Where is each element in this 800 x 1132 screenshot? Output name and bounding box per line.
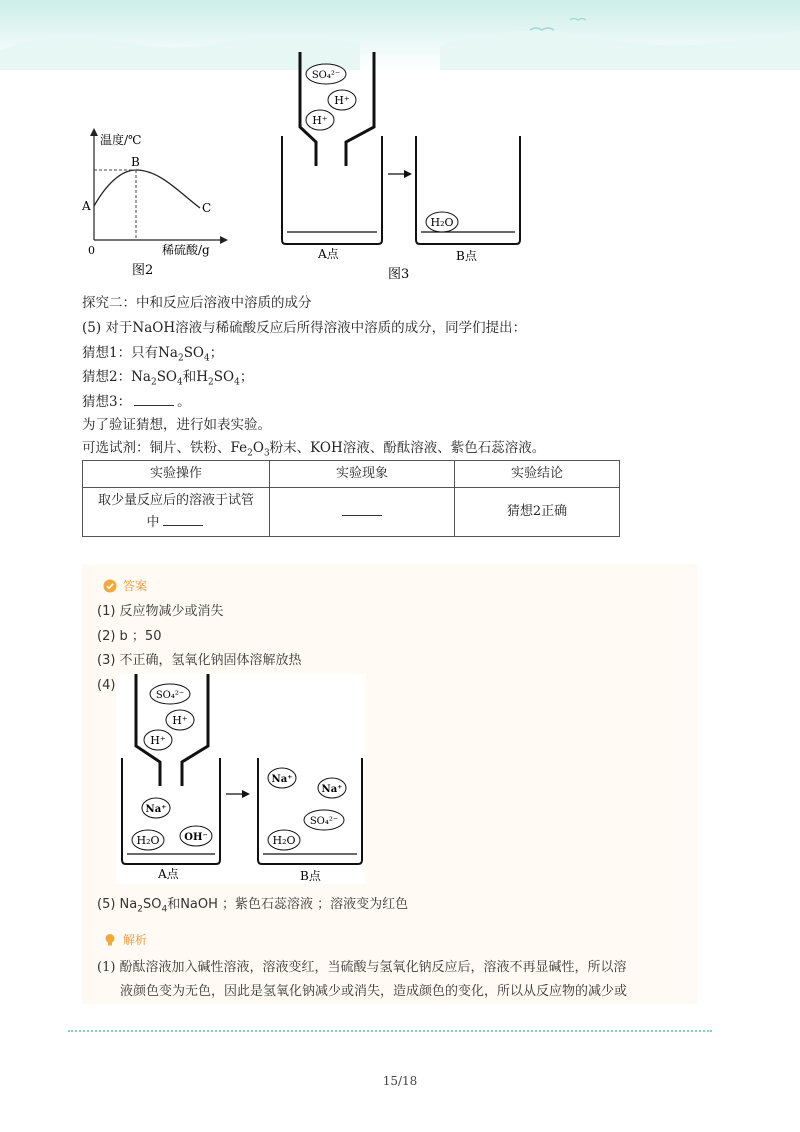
ans-fig-so4: SO₄²⁻ — [155, 690, 185, 701]
fig2-ylabel: 温度/℃ — [100, 133, 142, 147]
table-header-row — [83, 461, 620, 488]
a5-end: 和NaOH ；紫色石蕊溶液 ；溶液变为红色 — [167, 897, 409, 912]
op-line2: 中 — [146, 515, 160, 530]
answer-tag-label: 答案 — [123, 579, 148, 593]
guess3-blank[interactable] — [134, 391, 174, 406]
a5-sub2: 4 — [161, 904, 168, 915]
analysis-line-1: (1) 酚酞溶液加入碱性溶液，溶液变红，当硫酸与氢氧化钠反应后，溶液不再显碱性，所以溶 — [97, 960, 627, 975]
ans-fig-h2: H⁺ — [150, 734, 166, 747]
q5-text: 对于NaOH溶液与稀硫酸反应后所得溶液中溶质的成分，同学们提出： — [105, 320, 527, 336]
guess1-sub2: 4 — [204, 353, 210, 364]
guess2-d: 和H — [182, 369, 209, 385]
fig2-point-c: C — [202, 201, 212, 215]
fig2-point-b: B — [131, 155, 140, 169]
reagents-end: 粉末、KOH溶液、酚酞溶液、紫色石蕊溶液。 — [269, 440, 546, 456]
guess2-a: 2 — [150, 377, 157, 388]
fig3-label-b: B点 — [456, 249, 477, 263]
verify-text: 为了验证猜想，进行如表实验。 — [82, 417, 271, 433]
ans-fig-oh: OH⁻ — [184, 832, 208, 843]
section-title: 探究二：中和反应后溶液中溶质的成分 — [82, 295, 312, 311]
guess2-b: SO — [156, 369, 178, 385]
guess1-end: ； — [209, 345, 224, 361]
analysis-tag-label: 解析 — [123, 933, 148, 947]
fig3-caption: 图3 — [388, 267, 410, 282]
ans-fig-h2o-b: H₂O — [272, 834, 296, 847]
ans-fig-h1: H⁺ — [172, 714, 188, 727]
reagents-sub1: 2 — [247, 448, 253, 459]
guess1-sub: 2 — [177, 353, 184, 364]
cell-conclusion: 猜想2正确 — [455, 488, 620, 537]
op-blank[interactable] — [163, 511, 203, 526]
question-5 — [82, 318, 526, 338]
answer-tag — [103, 577, 147, 594]
a5-mid: SO — [142, 897, 162, 912]
analysis-tag — [103, 931, 147, 948]
check-circle-icon — [103, 579, 117, 593]
page-number: 15/18 — [382, 1074, 418, 1088]
guess3-end: 。 — [177, 394, 191, 410]
footer-divider — [68, 1030, 712, 1032]
figure-2-graph — [80, 128, 230, 278]
guess2-f: SO — [213, 369, 235, 385]
answer-1: (1) 反应物减少或消失 — [97, 604, 224, 619]
ans-fig-label-b: B点 — [300, 869, 321, 883]
guess2-c: 4 — [177, 377, 183, 388]
phenomenon-blank[interactable] — [342, 501, 382, 516]
ans-fig-h2o-a: H₂O — [136, 834, 160, 847]
a5-prefix: (5) Na — [97, 897, 138, 912]
answer-4-figure — [116, 674, 366, 884]
answer-2: (2) b ；50 — [97, 629, 162, 644]
fig3-h2o: H₂O — [430, 216, 454, 229]
guess2-prefix: 猜想2：Na — [82, 369, 151, 385]
header-phenomenon: 实验现象 — [270, 461, 455, 488]
ans-fig-label-a: A点 — [158, 867, 179, 881]
fig2-origin: 0 — [88, 244, 95, 257]
ans-fig-so4-b: SO₄²⁻ — [309, 816, 339, 827]
fig2-xlabel: 稀硫酸/g — [162, 243, 210, 257]
guess1-prefix: 猜想1：只有Na — [82, 345, 178, 361]
lightbulb-icon — [103, 933, 117, 947]
fig3-ion-so4: SO₄²⁻ — [311, 70, 341, 81]
guess-2 — [82, 367, 253, 393]
ans-fig-na-a: Na⁺ — [145, 804, 167, 815]
op-line1: 取少量反应后的溶液于试管 — [97, 493, 254, 508]
guess2-g: 4 — [234, 377, 240, 388]
cell-operation — [83, 488, 270, 537]
answer-5 — [97, 895, 408, 920]
fig2-point-a: A — [82, 199, 91, 213]
reagents-sub2: 3 — [263, 448, 270, 459]
experiment-table — [82, 460, 620, 537]
answer-4: (4) — [97, 678, 116, 693]
guess-1 — [82, 343, 223, 369]
fig2-caption: 图2 — [132, 263, 154, 278]
cell-phenomenon — [270, 488, 455, 537]
reagents-prefix: 可选试剂：铜片、铁粉、Fe — [82, 440, 248, 456]
guess1-mid: SO — [183, 345, 205, 361]
header-operation: 实验操作 — [83, 461, 270, 488]
ans-fig-na-b1: Na⁺ — [271, 774, 293, 785]
a5-sub: 2 — [137, 904, 143, 915]
q5-number: (5) — [82, 320, 102, 336]
guess2-end: ； — [239, 369, 254, 385]
fig3-ion-h2: H⁺ — [312, 114, 328, 127]
header-conclusion: 实验结论 — [455, 461, 620, 488]
table-row — [83, 488, 620, 537]
ans-fig-na-b2: Na⁺ — [321, 784, 343, 795]
fig3-ion-h1: H⁺ — [334, 94, 350, 107]
analysis-line-2: 液颜色变为无色，因此是氢氧化钠减少或消失，造成颜色的变化，所以从反应物的减少或 — [120, 984, 628, 999]
guess2-e: 2 — [208, 377, 214, 388]
reagents-mid: O — [252, 440, 264, 456]
guess-3 — [82, 391, 191, 412]
guess3-prefix: 猜想3： — [82, 394, 132, 410]
fig3-label-a: A点 — [318, 247, 339, 261]
figure-3-beakers — [270, 52, 540, 284]
answer-3: (3) 不正确，氢氧化钠固体溶解放热 — [97, 653, 302, 668]
